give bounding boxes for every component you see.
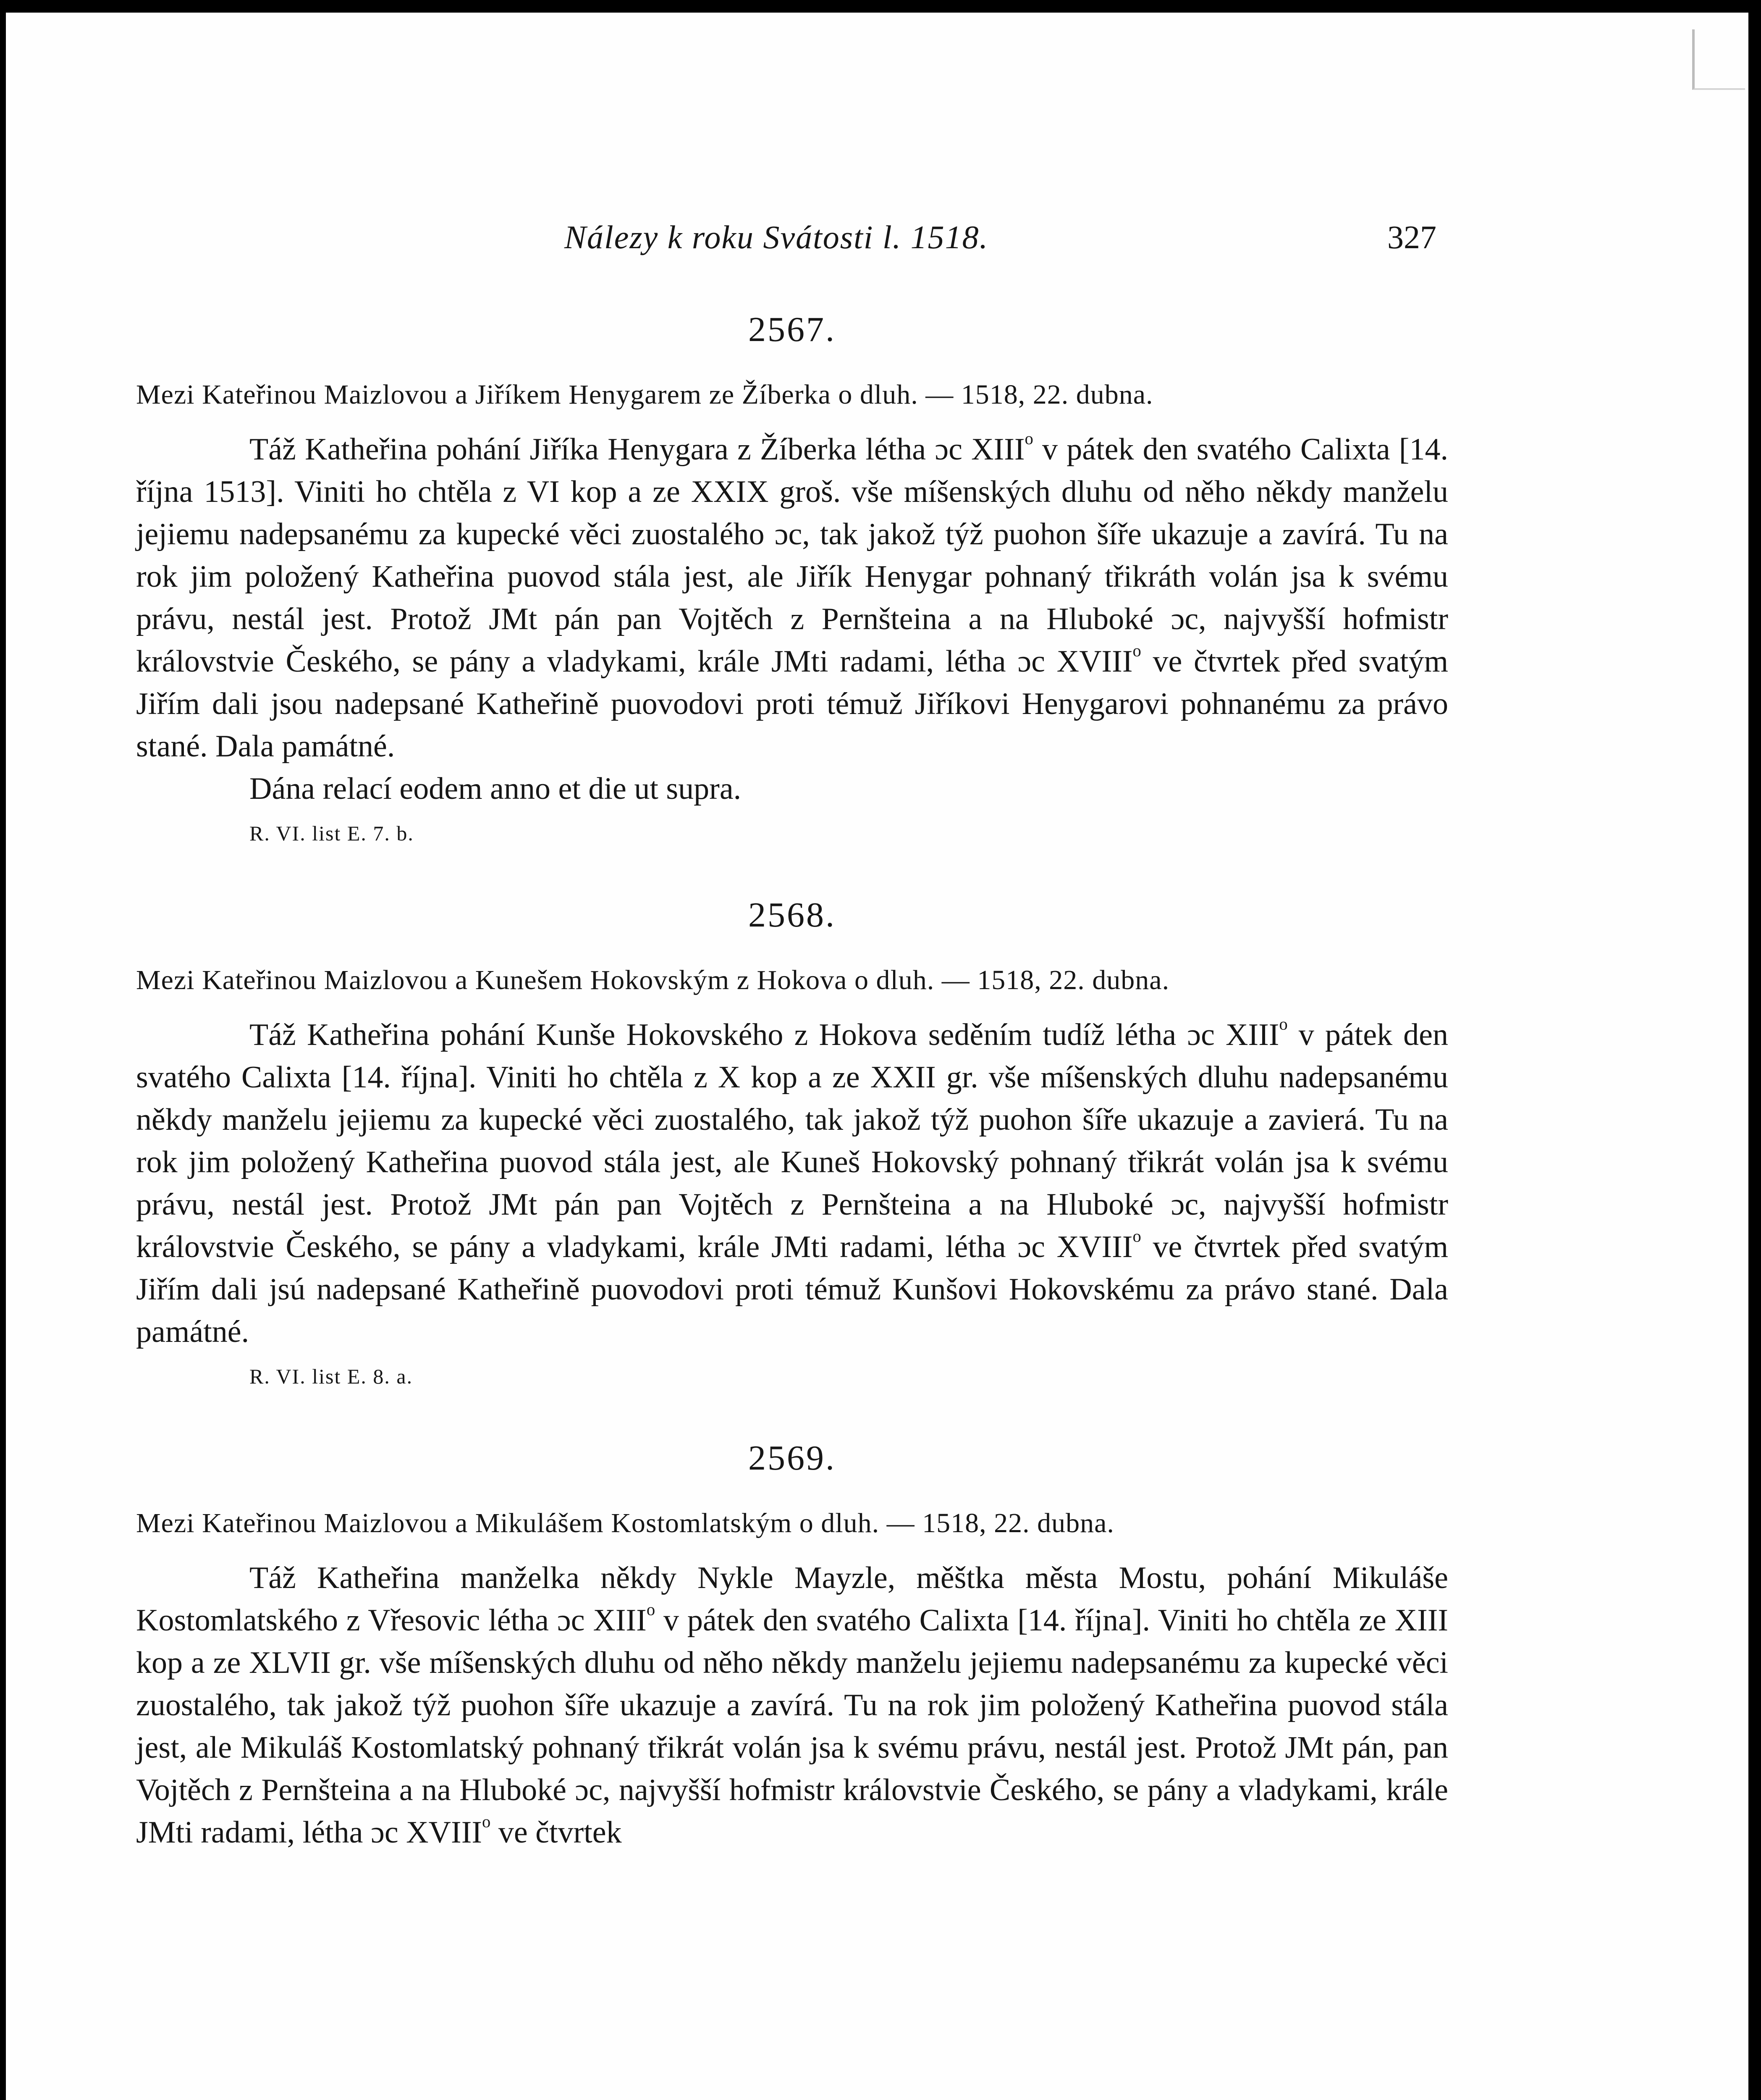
document-page xyxy=(6,13,1748,2100)
entry-body: Táž Katheřina manželka někdy Nykle Mayzle, měštka města Mostu, pohání Mikuláše Kostomlatského z Vřesovic létha ɔc XIII$^o$ v pátek den svatého Calixta [14. října]. Viniti ho chtěla ze XIII kop a ze XLVII gr. vše míšenských dluhu od něho někdy manželu jejiemu nadepsanému za kupecké věci zuostalého, tak jakož týž puohon šíře ukazuje a zavírá. Tu na rok jim položený Katheřina puovod stála jest, ale Mikuláš Kostomlatský pohnaný třikrát volán jsa k svému právu, nestál jest. Protož JMt pán, pan Vojtěch z Pernšteina a na Hluboké ɔc, najvyšší hofmistr královstvie Českého, se pány a vladykami, krále JMti radami, létha ɔc XVIII$^o$ ve čtvrtek xyxy=(136,1561,1448,1850)
entry-heading: Mezi Kateřinou Maizlovou a Jiříkem Henygarem ze Žíberka o dluh. — 1518, 22. dubna. xyxy=(136,379,1153,410)
entry-number: 2567. xyxy=(748,310,836,349)
entry-heading: Mezi Kateřinou Maizlovou a Kunešem Hokovským z Hokova o dluh. — 1518, 22. dubna. xyxy=(136,965,1170,995)
entry-heading: Mezi Kateřinou Maizlovou a Mikulášem Kostomlatským o dluh. — 1518, 22. dubna. xyxy=(136,1508,1114,1538)
page-number: 327 xyxy=(1387,219,1436,255)
entry-2567 xyxy=(136,307,1448,852)
running-title: Nálezy k roku Svátosti l. 1518. xyxy=(564,219,989,255)
page-content xyxy=(136,307,1448,1854)
entry-body: Táž Katheřina pohání Jiříka Henygara z Žíberka létha ɔc XIII$^o$ v pátek den svatého Calixta [14. října 1513]. Viniti ho chtěla z VI kop a ze XXIX groš. vše míšenských dluhu od něho někdy manželu jejiemu nadepsanému za kupecké věci zuostalého ɔc, tak jakož týž puohon šíře ukazuje a zavírá. Tu na rok jim položený Katheřina puovod stála jest, ale Jiřík Henygar pohnaný třikráth volán jsa k svému právu, nestál jest. Protož JMt pán pan Vojtěch z Pernšteina a na Hluboké ɔc, najvyšší hofmistr královstvie Českého, se pány a vladykami, krále JMti radami, létha ɔc XVIII$^o$ ve čtvrtek před svatým Jiřím dali jsou nadepsané Katheřině puovodovi proti témuž Jiříkovi Henygarovi pohnanému za právo stané. Dala památné. xyxy=(136,429,1449,764)
running-header xyxy=(6,218,1748,265)
entry-source: R. VI. list E. 8. a. xyxy=(249,1365,413,1388)
entry-note: Dána relací eodem anno et die ut supra. xyxy=(249,772,742,806)
entry-2569 xyxy=(136,1435,1448,1854)
entry-source: R. VI. list E. 7. b. xyxy=(249,822,414,845)
scan-edge-artifact xyxy=(1692,29,1745,90)
entry-number: 2568. xyxy=(748,895,836,934)
entry-body: Táž Katheřina pohání Kunše Hokovského z Hokova seděním tudíž létha ɔc XIII$^o$ v pátek den svatého Calixta [14. října]. Viniti ho chtěla z X kop a ze XXII gr. vše míšenských dluhu nadepsanému někdy manželu jejiemu za kupecké věci zuostalého, tak jakož týž puohon šíře ukazuje a zavierá. Tu na rok jim položený Katheřina puovod stála jest, ale Kuneš Hokovský pohnaný třikrát volán jsa k svému právu, nestál jest. Protož JMt pán pan Vojtěch z Pernšteina a na Hluboké ɔc, najvyšší hofmistr královstvie Českého, se pány a vladykami, krále JMti radami, létha ɔc XVIII$^o$ ve čtvrtek před svatým Jiřím dali jsú nadepsané Katheřině puovodovi proti témuž Kunšovi Hokovskému za právo stané. Dala památné. xyxy=(136,1014,1449,1349)
entry-number: 2569. xyxy=(748,1438,836,1478)
entry-2568 xyxy=(136,892,1448,1395)
